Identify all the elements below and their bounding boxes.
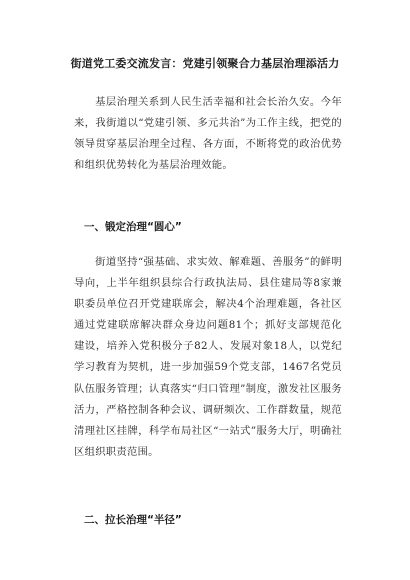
intro-text: 基层治理关系到人民生活幸福和社会长治久安。今年来，我街道以“党建引领、多元共治”为工作主线，把党的领导贯穿基层治理全过程、各方面，不断将党的政治优势和组织优势转化为基层治理效能。 [74,96,342,172]
section-heading-2: 二、拉长治理“半径” [84,514,182,526]
section-1-paragraph [74,252,342,463]
document-title: 街道党工委交流发言：党建引领聚合力基层治理添活力 [70,57,340,70]
intro-paragraph [74,92,342,176]
section-heading-1: 一、锻定治理“圆心” [84,221,182,233]
section-1-text: 街道坚持“强基础、求实效、解难题、善服务”的鲜明导向，上半年组织县综合行政执法局、县住建局等8家兼职委员单位召开党建联席会，解决4个治理难题，各社区通过党建联席解决群众身边问题81个；抓好支部规范化建设，培养入党积极分子82人、发展对象18人，以党纪学习教育为契机，进一步加强59个党支部，1467名党员队伍服务管理；认真落实“归口管理”制度，激发社区服务活力，严格控制各种会议、调研频次、工作群数量，规范清理社区挂牌，科学布局社区“一站式”服务大厅，明确社区组织职责范围。 [74,256,342,458]
